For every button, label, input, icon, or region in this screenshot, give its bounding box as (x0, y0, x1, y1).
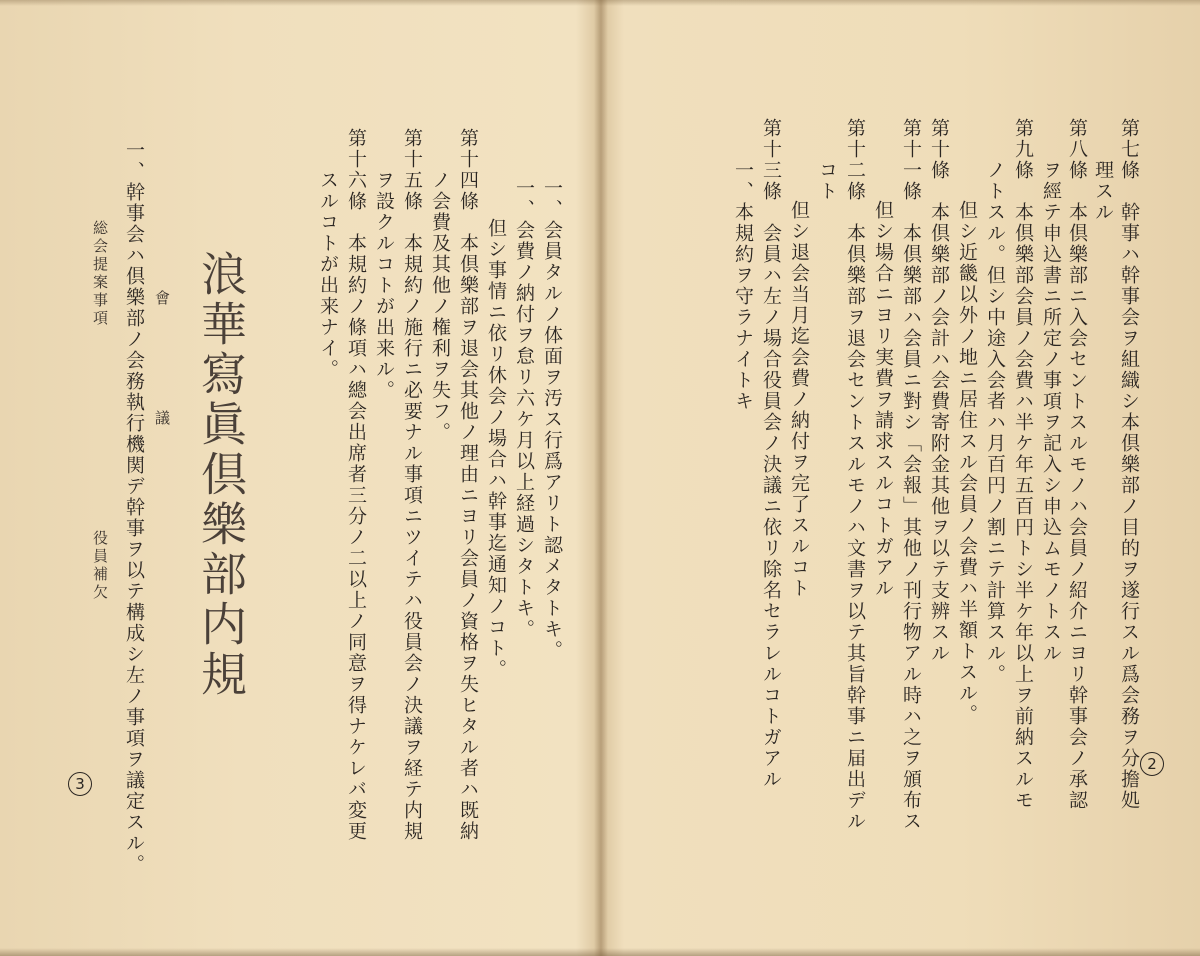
right-line-15: 一、本規約ヲ守ラナイトキ (732, 160, 754, 412)
left-line-5: ノ会費及其他ノ権利ヲ失フ。 (429, 170, 451, 443)
bylaws-title: 浪華寫眞倶樂部内規 (194, 250, 248, 700)
right-line-3: 第八條 本倶樂部ニ入会セントスルモノハ会員ノ紹介ニヨリ幹事会ノ承認 (1066, 118, 1088, 811)
meeting-heading-2: 議 (153, 410, 171, 428)
page-number-right: 2 (1140, 752, 1164, 776)
right-line-14: 第十三條 会員ハ左ノ場合役員会ノ決議ニ依リ除名セラレルコトガアル (760, 118, 782, 790)
left-line-9: スルコトが出来ナイ。 (317, 170, 339, 380)
right-line-7: 但シ近畿以外ノ地ニ居住スル会員ノ会費ハ半額トスル。 (956, 200, 978, 725)
left-line-7: ヲ設クルコトが出来ル。 (373, 170, 395, 401)
right-line-1: 第七條 幹事ハ幹事会ヲ組織シ本倶樂部ノ目的ヲ遂行スル爲会務ヲ分擔処 (1118, 118, 1140, 811)
right-line-6: ノトスル。但シ中途入会者ハ月百円ノ割ニテ計算スル。 (984, 160, 1006, 685)
left-line-1: 一、会員タルノ体面ヲ汚ス行爲アリト認メタトキ。 (541, 178, 563, 661)
bylaw-subitem-1: 総会提案事項 (91, 220, 109, 328)
right-line-12: コト (816, 160, 838, 202)
right-line-4: ヲ經テ申込書ニ所定ノ事項ヲ記入シ申込ムモノトスル (1040, 160, 1062, 664)
page-number-left: 3 (68, 772, 92, 796)
right-line-9: 第十一條 本倶樂部ハ会員ニ對シ「会報」其他ノ刊行物アル時ハ之ヲ頒布ス (900, 118, 922, 832)
right-line-13: 但シ退会当月迄会費ノ納付ヲ完了スルコト (788, 200, 810, 599)
right-line-2: 理スル (1092, 160, 1114, 223)
right-line-10: 但シ場合ニヨリ実費ヲ請求スルコトガアル (872, 200, 894, 599)
bylaw-subitem-2: 役員補欠 (91, 530, 109, 602)
left-line-6: 第十五條 本規約ノ施行ニ必要ナル事項ニツイテハ役員会ノ決議ヲ経テ内規 (401, 128, 423, 842)
left-line-4: 第十四條 本倶樂部ヲ退会其他ノ理由ニヨリ会員ノ資格ヲ失ヒタル者ハ既納 (457, 128, 479, 842)
right-page (604, 0, 1200, 956)
left-line-2: 一、会費ノ納付ヲ怠リ六ケ月以上経過シタトキ。 (513, 178, 535, 640)
right-line-8: 第十條 本倶樂部ノ会計ハ会費寄附金其他ヲ以テ支辨スル (928, 118, 950, 664)
left-line-8: 第十六條 本規約ノ條項ハ總会出席者三分ノ二以上ノ同意ヲ得ナケレバ変更 (345, 128, 367, 842)
bylaw-item-1: 一、幹事会ハ倶樂部ノ会務執行機関デ幹事ヲ以テ構成シ左ノ事項ヲ議定スル。 (123, 140, 145, 875)
meeting-heading-1: 會 (153, 290, 171, 308)
left-line-3: 但シ事情ニ依リ休会ノ場合ハ幹事迄通知ノコト。 (485, 218, 507, 680)
right-line-5: 第九條 本倶樂部会員ノ会費ハ半ケ年五百円トシ半ケ年以上ヲ前納スルモ (1012, 118, 1034, 811)
right-line-11: 第十二條 本倶樂部ヲ退会セントスルモノハ文書ヲ以テ其旨幹事ニ届出デル (844, 118, 866, 832)
